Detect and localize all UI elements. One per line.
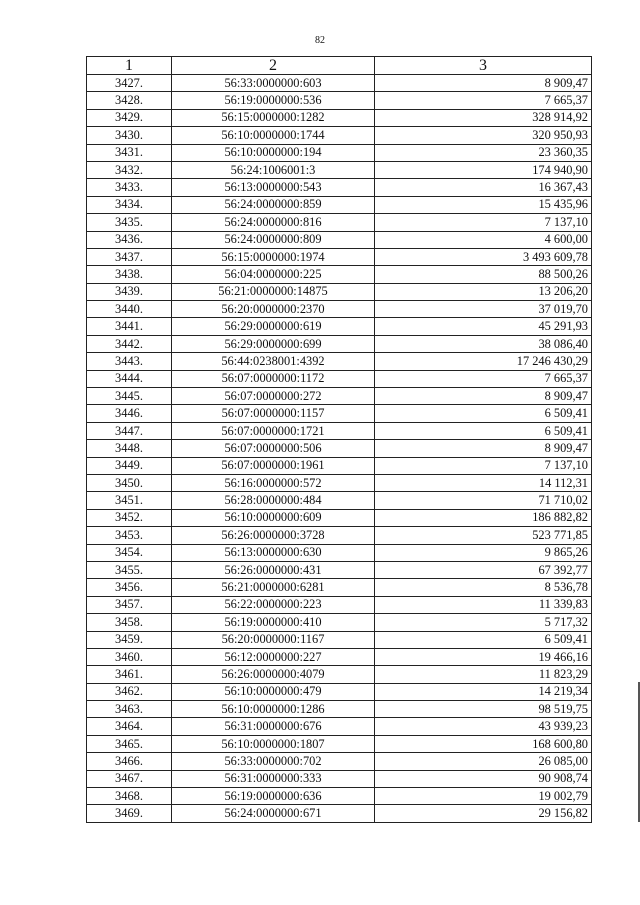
table-row bbox=[87, 283, 592, 300]
cadastral-value: 26 085,00 bbox=[375, 753, 592, 770]
cadastral-value: 19 466,16 bbox=[375, 648, 592, 665]
row-number: 3438. bbox=[87, 266, 172, 283]
cadastral-number: 56:19:0000000:636 bbox=[172, 788, 375, 805]
row-number: 3446. bbox=[87, 405, 172, 422]
row-number: 3439. bbox=[87, 283, 172, 300]
cadastral-number: 56:21:0000000:14875 bbox=[172, 283, 375, 300]
row-number: 3434. bbox=[87, 196, 172, 213]
table-row bbox=[87, 596, 592, 613]
cadastral-value: 67 392,77 bbox=[375, 561, 592, 578]
row-number: 3449. bbox=[87, 457, 172, 474]
table-row bbox=[87, 196, 592, 213]
column-header-1: 1 bbox=[87, 57, 172, 75]
cadastral-value: 37 019,70 bbox=[375, 301, 592, 318]
cadastral-value: 11 823,29 bbox=[375, 666, 592, 683]
table-row bbox=[87, 788, 592, 805]
cadastral-value: 45 291,93 bbox=[375, 318, 592, 335]
cadastral-value: 15 435,96 bbox=[375, 196, 592, 213]
table-header bbox=[87, 57, 592, 75]
cadastral-value: 3 493 609,78 bbox=[375, 248, 592, 265]
row-number: 3436. bbox=[87, 231, 172, 248]
table-row bbox=[87, 544, 592, 561]
cadastral-number: 56:44:0238001:4392 bbox=[172, 353, 375, 370]
row-number: 3432. bbox=[87, 161, 172, 178]
table-row bbox=[87, 561, 592, 578]
cadastral-number: 56:20:0000000:2370 bbox=[172, 301, 375, 318]
row-number: 3458. bbox=[87, 614, 172, 631]
cadastral-number: 56:22:0000000:223 bbox=[172, 596, 375, 613]
cadastral-number: 56:26:0000000:431 bbox=[172, 561, 375, 578]
table-row bbox=[87, 648, 592, 665]
cadastral-value: 90 908,74 bbox=[375, 770, 592, 787]
row-number: 3463. bbox=[87, 701, 172, 718]
cadastral-value: 4 600,00 bbox=[375, 231, 592, 248]
cadastral-number: 56:07:0000000:1721 bbox=[172, 422, 375, 439]
cadastral-number: 56:21:0000000:6281 bbox=[172, 579, 375, 596]
cadastral-value: 5 717,32 bbox=[375, 614, 592, 631]
row-number: 3445. bbox=[87, 388, 172, 405]
cadastral-value: 9 865,26 bbox=[375, 544, 592, 561]
table-row bbox=[87, 388, 592, 405]
cadastral-value: 14 112,31 bbox=[375, 474, 592, 491]
row-number: 3440. bbox=[87, 301, 172, 318]
cadastral-number: 56:10:0000000:1286 bbox=[172, 701, 375, 718]
row-number: 3468. bbox=[87, 788, 172, 805]
cadastral-value: 523 771,85 bbox=[375, 527, 592, 544]
table-row bbox=[87, 248, 592, 265]
cadastral-number: 56:26:0000000:4079 bbox=[172, 666, 375, 683]
row-number: 3435. bbox=[87, 214, 172, 231]
cadastral-value: 6 509,41 bbox=[375, 405, 592, 422]
cadastral-value: 328 914,92 bbox=[375, 109, 592, 126]
cadastral-value: 88 500,26 bbox=[375, 266, 592, 283]
cadastral-number: 56:10:0000000:1744 bbox=[172, 127, 375, 144]
table-row bbox=[87, 579, 592, 596]
table-row bbox=[87, 75, 592, 92]
cadastral-value: 19 002,79 bbox=[375, 788, 592, 805]
cadastral-value: 6 509,41 bbox=[375, 631, 592, 648]
row-number: 3448. bbox=[87, 440, 172, 457]
cadastral-number: 56:19:0000000:536 bbox=[172, 92, 375, 109]
cadastral-number: 56:13:0000000:543 bbox=[172, 179, 375, 196]
table-row bbox=[87, 109, 592, 126]
table-row bbox=[87, 474, 592, 491]
cadastral-value: 7 137,10 bbox=[375, 214, 592, 231]
table-row bbox=[87, 335, 592, 352]
cadastral-value: 320 950,93 bbox=[375, 127, 592, 144]
row-number: 3453. bbox=[87, 527, 172, 544]
table-row bbox=[87, 509, 592, 526]
table-row bbox=[87, 718, 592, 735]
cadastral-number: 56:33:0000000:603 bbox=[172, 75, 375, 92]
table-row bbox=[87, 457, 592, 474]
cadastral-number: 56:07:0000000:506 bbox=[172, 440, 375, 457]
cadastral-value: 6 509,41 bbox=[375, 422, 592, 439]
table-row bbox=[87, 318, 592, 335]
cadastral-value: 11 339,83 bbox=[375, 596, 592, 613]
cadastral-number: 56:19:0000000:410 bbox=[172, 614, 375, 631]
table-row bbox=[87, 161, 592, 178]
row-number: 3467. bbox=[87, 770, 172, 787]
cadastral-number: 56:26:0000000:3728 bbox=[172, 527, 375, 544]
row-number: 3452. bbox=[87, 509, 172, 526]
row-number: 3469. bbox=[87, 805, 172, 822]
row-number: 3441. bbox=[87, 318, 172, 335]
cadastral-number: 56:04:0000000:225 bbox=[172, 266, 375, 283]
table-row bbox=[87, 631, 592, 648]
cadastral-number: 56:12:0000000:227 bbox=[172, 648, 375, 665]
row-number: 3427. bbox=[87, 75, 172, 92]
cadastral-number: 56:31:0000000:676 bbox=[172, 718, 375, 735]
header-row bbox=[87, 57, 592, 75]
cadastral-value: 7 665,37 bbox=[375, 370, 592, 387]
cadastral-number: 56:10:0000000:609 bbox=[172, 509, 375, 526]
cadastral-number: 56:07:0000000:1961 bbox=[172, 457, 375, 474]
table-row bbox=[87, 353, 592, 370]
row-number: 3454. bbox=[87, 544, 172, 561]
cadastral-value: 38 086,40 bbox=[375, 335, 592, 352]
row-number: 3455. bbox=[87, 561, 172, 578]
cadastral-number: 56:24:0000000:809 bbox=[172, 231, 375, 248]
cadastral-value: 16 367,43 bbox=[375, 179, 592, 196]
table-row bbox=[87, 422, 592, 439]
cadastral-number: 56:24:1006001:3 bbox=[172, 161, 375, 178]
row-number: 3444. bbox=[87, 370, 172, 387]
cadastral-number: 56:24:0000000:816 bbox=[172, 214, 375, 231]
cadastral-number: 56:29:0000000:619 bbox=[172, 318, 375, 335]
cadastral-value: 8 536,78 bbox=[375, 579, 592, 596]
cadastral-value: 8 909,47 bbox=[375, 388, 592, 405]
row-number: 3461. bbox=[87, 666, 172, 683]
cadastral-number: 56:33:0000000:702 bbox=[172, 753, 375, 770]
row-number: 3464. bbox=[87, 718, 172, 735]
row-number: 3442. bbox=[87, 335, 172, 352]
row-number: 3451. bbox=[87, 492, 172, 509]
cadastral-value: 8 909,47 bbox=[375, 440, 592, 457]
row-number: 3430. bbox=[87, 127, 172, 144]
cadastral-number: 56:28:0000000:484 bbox=[172, 492, 375, 509]
table-row bbox=[87, 231, 592, 248]
cadastral-number: 56:20:0000000:1167 bbox=[172, 631, 375, 648]
cadastral-number: 56:07:0000000:1157 bbox=[172, 405, 375, 422]
column-header-2: 2 bbox=[172, 57, 375, 75]
row-number: 3460. bbox=[87, 648, 172, 665]
cadastral-value: 71 710,02 bbox=[375, 492, 592, 509]
cadastral-value: 14 219,34 bbox=[375, 683, 592, 700]
cadastral-number: 56:16:0000000:572 bbox=[172, 474, 375, 491]
table-row bbox=[87, 405, 592, 422]
cadastral-value: 168 600,80 bbox=[375, 735, 592, 752]
row-number: 3447. bbox=[87, 422, 172, 439]
table-row bbox=[87, 144, 592, 161]
cadastral-value: 17 246 430,29 bbox=[375, 353, 592, 370]
table-row bbox=[87, 301, 592, 318]
cadastral-value: 29 156,82 bbox=[375, 805, 592, 822]
table-row bbox=[87, 440, 592, 457]
row-number: 3456. bbox=[87, 579, 172, 596]
row-number: 3459. bbox=[87, 631, 172, 648]
cadastral-value: 7 665,37 bbox=[375, 92, 592, 109]
row-number: 3437. bbox=[87, 248, 172, 265]
column-header-3: 3 bbox=[375, 57, 592, 75]
table-row bbox=[87, 805, 592, 822]
row-number: 3457. bbox=[87, 596, 172, 613]
table-row bbox=[87, 370, 592, 387]
cadastral-number: 56:29:0000000:699 bbox=[172, 335, 375, 352]
row-number: 3433. bbox=[87, 179, 172, 196]
cadastral-number: 56:07:0000000:272 bbox=[172, 388, 375, 405]
cadastral-number: 56:24:0000000:671 bbox=[172, 805, 375, 822]
cadastral-value-table bbox=[86, 56, 592, 823]
row-number: 3450. bbox=[87, 474, 172, 491]
cadastral-value: 174 940,90 bbox=[375, 161, 592, 178]
cadastral-value: 186 882,82 bbox=[375, 509, 592, 526]
cadastral-value: 23 360,35 bbox=[375, 144, 592, 161]
row-number: 3429. bbox=[87, 109, 172, 126]
row-number: 3465. bbox=[87, 735, 172, 752]
cadastral-number: 56:24:0000000:859 bbox=[172, 196, 375, 213]
table-row bbox=[87, 92, 592, 109]
cadastral-value: 8 909,47 bbox=[375, 75, 592, 92]
row-number: 3462. bbox=[87, 683, 172, 700]
table-row bbox=[87, 492, 592, 509]
table-row bbox=[87, 666, 592, 683]
table-row bbox=[87, 770, 592, 787]
cadastral-number: 56:15:0000000:1974 bbox=[172, 248, 375, 265]
table-row bbox=[87, 527, 592, 544]
table-row bbox=[87, 614, 592, 631]
table-row bbox=[87, 266, 592, 283]
table-row bbox=[87, 753, 592, 770]
table-row bbox=[87, 683, 592, 700]
cadastral-number: 56:07:0000000:1172 bbox=[172, 370, 375, 387]
cadastral-number: 56:10:0000000:479 bbox=[172, 683, 375, 700]
row-number: 3428. bbox=[87, 92, 172, 109]
cadastral-value: 43 939,23 bbox=[375, 718, 592, 735]
table-row bbox=[87, 701, 592, 718]
cadastral-value: 13 206,20 bbox=[375, 283, 592, 300]
row-number: 3443. bbox=[87, 353, 172, 370]
cadastral-number: 56:31:0000000:333 bbox=[172, 770, 375, 787]
cadastral-value: 98 519,75 bbox=[375, 701, 592, 718]
cadastral-number: 56:10:0000000:194 bbox=[172, 144, 375, 161]
row-number: 3466. bbox=[87, 753, 172, 770]
cadastral-number: 56:10:0000000:1807 bbox=[172, 735, 375, 752]
table-body bbox=[87, 75, 592, 823]
cadastral-number: 56:13:0000000:630 bbox=[172, 544, 375, 561]
cadastral-value: 7 137,10 bbox=[375, 457, 592, 474]
row-number: 3431. bbox=[87, 144, 172, 161]
table-row bbox=[87, 214, 592, 231]
table-row bbox=[87, 735, 592, 752]
table-row bbox=[87, 179, 592, 196]
page-number: 82 bbox=[315, 35, 325, 46]
cadastral-number: 56:15:0000000:1282 bbox=[172, 109, 375, 126]
table-row bbox=[87, 127, 592, 144]
